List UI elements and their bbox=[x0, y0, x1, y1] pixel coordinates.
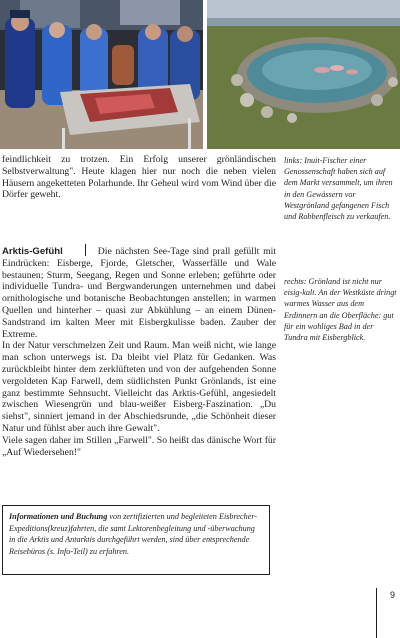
section-paragraph-1 bbox=[2, 244, 276, 340]
margin-rule bbox=[376, 588, 377, 638]
page-number: 9 bbox=[390, 590, 396, 600]
intro-paragraph: feindlichkeit zu trotzen. Ein Erfolg unserer grönländischen Selbstverwaltung". Heute klagen hier nur noch die neben vielen Häusern angeketteten Polarhunde. Ihr Geheul wird vom Wind über die Dörfer geweht. bbox=[2, 154, 276, 201]
info-box bbox=[2, 505, 270, 575]
section-paragraph-3: Viele sagen daher im Stillen „Farwell". So heißt das dänische Wort für „Auf Wiedersehen!" bbox=[2, 434, 276, 458]
section-arktis-gefuehl bbox=[2, 244, 276, 458]
caption-right-photo: rechts: Grönland ist nicht nur eisig-kalt. An der Westküste dringt warmes Wasser aus dem Erdinnern an die Oberfläche: gut für ein wohliges Bad in der Tundra mit Eisbergblick. bbox=[284, 277, 397, 343]
info-box-label: Informationen und Buchung bbox=[9, 512, 108, 521]
fish-market-photo bbox=[0, 0, 203, 149]
heading-divider bbox=[85, 244, 86, 256]
caption-left-photo: links: Inuit-Fischer einer Genossenschaft haben sich auf dem Markt versammelt, um ihren in den Gewässern vor Westgrönland gefangenen Fisch und Robbenfleisch zu verkaufen. bbox=[284, 156, 393, 222]
section-heading: Arktis-Gefühl bbox=[2, 246, 63, 257]
info-box-text: von zertifizierten und begleiteten Eisbrecher-Expeditions(kreuz)fahrten, die samt Lektorenbegleitung und -überwachung in die Arktis und Antarktis durchgeführt werden, sind über entsprechende Reisebüros (s. Info-Teil) zu erfahren. bbox=[9, 512, 258, 556]
section-paragraph-2: In der Natur verschmelzen Zeit und Raum. Man weiß nicht, wie lange man schon unterwegs ist. Da bleibt viel Platz für Gedanken. Was zurückbleibt hinter dem zerklüfteten und von der aufgehenden Sonne vergoldeten Kap Farwell, dem südlichsten Punkt Grönlands, ist eine ganz bestimmte Sehnsucht. Vielleicht das Arktis-Gefühl, angesiedelt zwischen Wiesengrün und blau-weißer Eisberg-Faszination. „Du siehst", sinniert jemand in der Abschiedsrunde, „die Schönheit dieser Natur und fühlst aber auch ihre Gewalt". bbox=[2, 340, 276, 434]
hot-spring-photo bbox=[207, 0, 400, 149]
section-paragraph-1-text: Die nächsten See-Tage sind prall gefüllt mit Eindrücken: Eisberge, Fjorde, Gletscher, Wasserfälle und Wale bestaunen; Sturm, Seegang, Regen und Sonne erleben; geführte oder individuelle Tundra- und Bergwanderungen unternehmen und dabei ornithologische und botanische Beobachtungen anstellen; in warmen Quellen und hinterher – quasi zur Abkühlung – an einem Dünen-Sandstrand im kalten Meer mit Eisbergkulisse baden. Zauber der Extreme. bbox=[2, 246, 276, 340]
